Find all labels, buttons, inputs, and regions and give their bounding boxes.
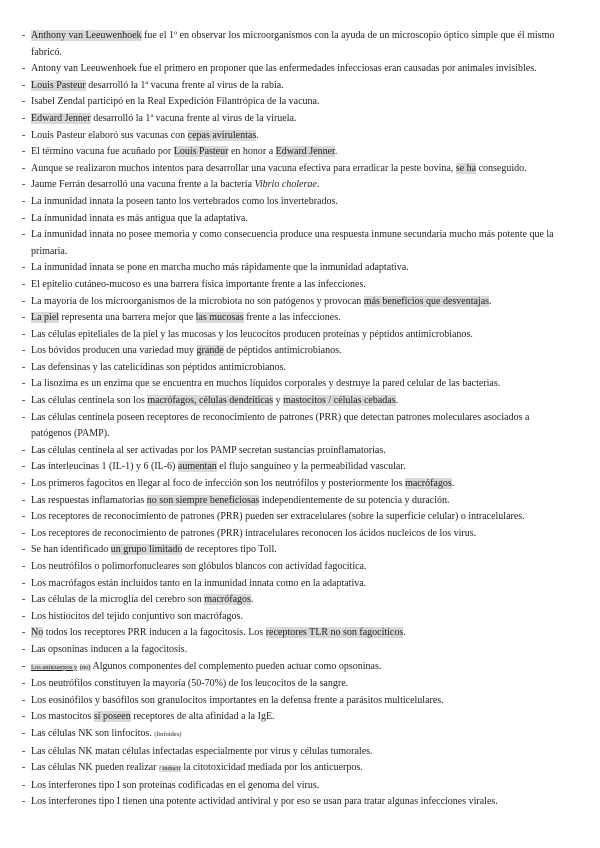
list-item: [22, 327, 570, 344]
bullet-dash: -: [22, 295, 26, 307]
highlighted-text: cepas avirulentas: [187, 129, 257, 141]
bullet-dash: -: [22, 610, 26, 622]
list-item: [22, 227, 570, 260]
bullet-dash: -: [22, 262, 26, 274]
item-text: Las células centinela al ser activadas por los PAMP secretan sustancias proinflamatorias.: [31, 444, 386, 456]
bullet-dash: -: [22, 79, 26, 91]
item-text: La inmunidad innata es más antigua que la adaptativa.: [31, 212, 248, 224]
item-text: Las células centinela son los: [31, 395, 148, 407]
highlighted-text: se ha: [455, 162, 477, 174]
item-text: la citotoxicidad mediada por los anticuerpos.: [180, 762, 363, 774]
item-text: el flujo sanguíneo y la permeabilidad vascular.: [216, 461, 406, 473]
item-text: Se han identificado: [31, 544, 111, 556]
list-item: [22, 260, 570, 277]
item-text: en honor a: [228, 146, 276, 158]
bullet-dash: -: [22, 779, 26, 791]
list-item: [22, 161, 570, 178]
bullet-dash: -: [22, 312, 26, 324]
item-text: de péptidos antimicrobianos.: [223, 345, 342, 357]
item-text: receptores de alta afinidad a la IgE.: [130, 711, 275, 723]
item-text: Las células centinela poseen receptores de reconocimiento de patrones (PRR) que detectan patrones moleculares asociados a patógenos (PAMP).: [31, 411, 530, 440]
item-text: La inmunidad innata la poseen tanto los vertebrados como los invertebrados.: [31, 195, 338, 207]
bullet-dash: -: [22, 444, 26, 456]
item-text: Aunque se realizaron muchos intentos para desarrollar una vacuna efectiva para erradicar la peste bovina,: [31, 162, 456, 174]
bullet-dash: -: [22, 146, 26, 158]
bullet-dash: -: [22, 378, 26, 390]
list-item: [22, 459, 570, 476]
list-item: [22, 509, 570, 526]
item-text: desarrolló la 1ª vacuna frente al virus de la rabia.: [85, 79, 284, 91]
list-item: [22, 177, 570, 194]
item-text: independientemente de su potencia y duración.: [259, 494, 450, 506]
item-text: Las células epiteliales de la piel y las mucosas y los leucocitos producen proteínas y péptidos antimicrobianos.: [31, 328, 473, 340]
highlighted-text: / inducir: [159, 765, 181, 773]
list-item: [22, 625, 570, 642]
item-text: .: [256, 129, 259, 141]
list-item: [22, 744, 570, 761]
bullet-dash: -: [22, 711, 26, 723]
item-text: Los neutrófilos constituyen la mayoría (50-70%) de los leucocitos de la sangre.: [31, 678, 349, 690]
list-item: [22, 493, 570, 510]
item-text: Los primeros fagocitos en llegar al foco de infección son los neutrófilos y posteriormente los: [31, 478, 406, 490]
bullet-dash: -: [22, 162, 26, 174]
item-text: Jaume Ferrán desarrolló una vacuna frente a la bacteria: [31, 179, 255, 191]
item-text: Las células NK matan células infectadas especialmente por virus y células tumorales.: [31, 745, 373, 757]
item-text: Las interleucinas 1 (IL-1) y 6 (IL-6): [31, 461, 178, 473]
bullet-dash: -: [22, 395, 26, 407]
item-text: Los interferones tipo I tienen una potente actividad antiviral y por eso se usan para tratar algunas infecciones virales.: [31, 796, 498, 808]
item-text: (linfoides): [154, 730, 182, 738]
bullet-dash: -: [22, 762, 26, 774]
item-text: Las defensinas y las catelicidinas son péptidos antimicrobianos.: [31, 361, 286, 373]
list-item: [22, 28, 570, 61]
bullet-dash: -: [22, 561, 26, 572]
item-text: .: [395, 395, 399, 407]
bullet-dash: -: [22, 727, 26, 739]
list-item: [22, 277, 570, 294]
bullet-dash: -: [22, 345, 26, 357]
list-item: [22, 642, 570, 659]
list-item: [22, 294, 570, 311]
list-item: [22, 94, 570, 111]
highlighted-text: receptores TLR no son fagocíticos: [265, 627, 404, 639]
item-text: .: [403, 627, 406, 639]
bullet-dash: -: [22, 229, 26, 241]
bullet-dash: -: [22, 511, 26, 523]
item-text: Algunos componentes del complemento pueden actuar como opsoninas.: [90, 660, 382, 672]
bullet-dash: -: [22, 643, 26, 655]
item-text: Antony van Leeuwenhoek fue el primero en proponer que las enfermedades infecciosas eran causadas por animales invisibles.: [31, 63, 537, 75]
bullet-dash: -: [22, 96, 26, 108]
list-item: [22, 128, 570, 145]
item-text: representa una barrera mejor que: [59, 312, 196, 324]
list-item: [22, 310, 570, 327]
list-item: [22, 476, 570, 493]
highlighted-text: Los anticuerpos y: [31, 663, 78, 671]
bullet-dash: -: [22, 694, 26, 706]
item-text: .: [489, 295, 492, 307]
bullet-dash: -: [22, 361, 26, 373]
bullet-dash: -: [22, 411, 26, 423]
bullet-dash: -: [22, 478, 26, 490]
list-item: [22, 559, 570, 576]
item-text: fue el 1º en observar los microorganismos con la ayuda de un microscopio óptico simple que él mismo fabricó.: [31, 30, 555, 58]
item-text: La mayoría de los microorganismos de la microbiota no son patógenos y provocan: [31, 295, 364, 307]
item-text: todos los receptores PRR inducen a la fagocitosis. Los: [43, 627, 266, 639]
highlighted-text: No: [31, 627, 44, 639]
bullet-dash: -: [22, 212, 26, 224]
item-text: Los neutrófilos o polimorfonucleares son glóbulos blancos con actividad fagocítica.: [31, 561, 367, 572]
item-text: .: [334, 146, 338, 158]
item-text: de receptores tipo Toll.: [182, 544, 277, 556]
list-item: [22, 542, 570, 559]
item-text: conseguido.: [476, 162, 527, 174]
bullet-dash: -: [22, 544, 26, 556]
highlighted-text: Louis Pasteur: [173, 146, 229, 158]
bullet-dash: -: [22, 660, 26, 672]
list-item: [22, 709, 570, 726]
item-text: La lisozima es un enzima que se encuentra en muchos líquidos corporales y destruye la pared celular de las bacterias.: [31, 378, 501, 390]
list-item: [22, 376, 570, 393]
list-item: [22, 576, 570, 593]
list-item: [22, 592, 570, 609]
item-text: El epitelio cutáneo-mucoso es una barrera física importante frente a las infecciones.: [31, 278, 366, 290]
highlighted-text: Edward Jenner: [275, 146, 335, 158]
highlighted-text: aumentan: [177, 461, 217, 473]
item-text: El término vacuna fue acuñado por: [31, 146, 174, 158]
item-text: frente a las infecciones.: [243, 312, 341, 324]
highlighted-text: Anthony van Leeuwenhoek: [31, 30, 142, 41]
list-item: [22, 443, 570, 460]
item-text: Los histiocitos del tejido conjuntivo son macrófagos.: [31, 610, 243, 622]
bullet-dash: -: [22, 494, 26, 506]
item-text: Las opsoninas inducen a la fagocitosis.: [31, 643, 188, 655]
list-item: [22, 726, 570, 744]
list-item: [22, 410, 570, 443]
list-item: [22, 526, 570, 543]
list-item: [22, 111, 570, 128]
list-item: [22, 360, 570, 377]
item-text: La inmunidad innata se pone en marcha mucho más rápidamente que la inmunidad adaptativa.: [31, 262, 409, 274]
bullet-dash: -: [22, 745, 26, 757]
highlighted-text: Edward Jenner: [31, 112, 91, 124]
item-text: Louis Pasteur elaboró sus vacunas con: [31, 129, 188, 141]
bullet-dash: -: [22, 195, 26, 207]
bullet-dash: -: [22, 594, 26, 606]
list-item: [22, 760, 570, 778]
bullet-dash: -: [22, 627, 26, 639]
bullet-dash: -: [22, 278, 26, 290]
bullet-dash: -: [22, 179, 26, 191]
item-text: Los interferones tipo I son proteínas codificadas en el genoma del virus.: [31, 779, 320, 791]
item-text: Los mastocitos: [31, 711, 94, 723]
item-text: Isabel Zendal participó en la Real Expedición Filantrópica de la vacuna.: [31, 96, 320, 108]
highlighted-text: macrófagos, células dendríticas: [147, 395, 274, 407]
item-text: y: [273, 395, 284, 407]
highlighted-text: un grupo limitado: [110, 544, 183, 556]
highlighted-text: (no): [79, 663, 91, 671]
item-text: desarrolló la 1ª vacuna frente al virus de la viruela.: [90, 112, 297, 124]
highlighted-text: las mucosas: [195, 312, 244, 324]
bullet-dash: -: [22, 527, 26, 539]
item-text: Los macrófagos están incluidos tanto en la inmunidad innata como en la adaptativa.: [31, 577, 367, 589]
highlighted-text: macrófagos: [405, 478, 452, 490]
item-text: Las células NK pueden realizar: [31, 762, 159, 774]
item-text: Las células NK son linfocitos.: [31, 727, 155, 739]
bullet-dash: -: [22, 678, 26, 690]
item-text: .: [316, 179, 320, 191]
list-item: [22, 778, 570, 795]
item-text: Los receptores de reconocimiento de patrones (PRR) pueden ser extracelulares (sobre la superficie celular) o intracelulares.: [31, 511, 525, 523]
list-item: [22, 211, 570, 228]
list-item: [22, 659, 570, 677]
list-item: [22, 194, 570, 211]
bullet-dash: -: [22, 577, 26, 589]
highlighted-text: más beneficios que desventajas: [363, 295, 490, 307]
highlighted-text: mastocitos / células cebadas: [283, 395, 396, 407]
highlighted-text: no son siempre beneficiosas: [146, 494, 260, 506]
highlighted-text: sí poseen: [93, 711, 131, 723]
item-text: .: [451, 478, 455, 490]
statement-list: [22, 28, 570, 811]
item-text: Vibrio cholerae: [254, 179, 317, 191]
item-text: Los eosinófilos y basófilos son granulocitos importantes en la defensa frente a parásitos multicelulares.: [31, 694, 444, 706]
bullet-dash: -: [22, 30, 26, 41]
item-text: Las células de la microglía del cerebro son: [31, 594, 205, 606]
list-item: [22, 144, 570, 161]
highlighted-text: Louis Pasteur: [31, 79, 86, 91]
bullet-dash: -: [22, 129, 26, 141]
bullet-dash: -: [22, 63, 26, 75]
list-item: [22, 78, 570, 95]
bullet-dash: -: [22, 461, 26, 473]
item-text: .: [250, 594, 254, 606]
list-item: [22, 693, 570, 710]
bullet-dash: -: [22, 328, 26, 340]
list-item: [22, 393, 570, 410]
item-text: Los bóvidos producen una variedad muy: [31, 345, 197, 357]
bullet-dash: -: [22, 112, 26, 124]
item-text: Los receptores de reconocimiento de patrones (PRR) intracelulares reconocen los ácidos nucleicos de los virus.: [31, 527, 477, 539]
highlighted-text: macrófagos: [204, 594, 251, 606]
highlighted-text: La piel: [31, 312, 60, 324]
list-item: [22, 343, 570, 360]
item-text: Las respuestas inflamatorias: [31, 494, 147, 506]
item-text: La inmunidad innata no posee memoria y como consecuencia produce una respuesta inmune secundaria mucho más potente que la primaria.: [31, 229, 554, 257]
list-item: [22, 794, 570, 811]
list-item: [22, 61, 570, 78]
bullet-dash: -: [22, 796, 26, 808]
highlighted-text: grande: [196, 345, 224, 357]
list-item: [22, 609, 570, 626]
list-item: [22, 676, 570, 693]
